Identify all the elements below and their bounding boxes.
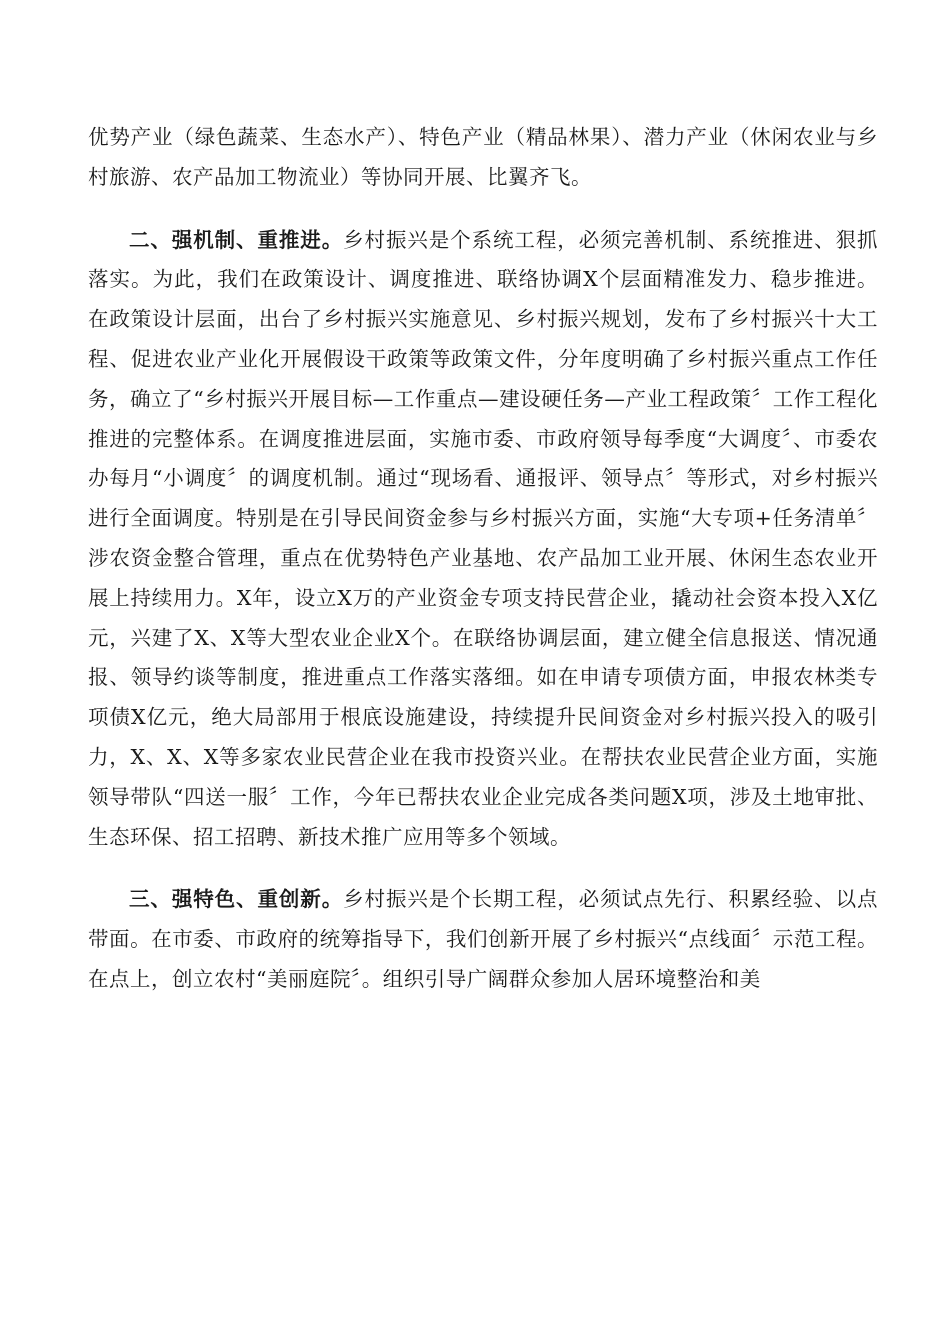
section-heading-3: 三、强特色、重创新。 — [129, 887, 344, 912]
paragraph-1-text: 优势产业（绿色蔬菜、生态水产）、特色产业（精品林果）、潜力产业（休闲农业与乡村旅游、农产品加工物流业）等协同开展、比翼齐飞。 — [88, 125, 878, 189]
paragraph-3-text: 乡村振兴是个长期工程，必须试点先行、积累经验、以点带面。在市委、市政府的统筹指导下，我们创新开展了乡村振兴“点线面〞示范工程。在点上，创立农村“美丽庭院〞。组织引导广阔群众参加人居环境整治和美 — [88, 887, 879, 991]
section-heading-2: 二、强机制、重推进。 — [129, 227, 344, 252]
paragraph-gap — [88, 857, 878, 880]
paragraph-3 — [88, 880, 878, 999]
document-body — [88, 118, 878, 1000]
paragraph-gap — [88, 198, 878, 221]
paragraph-1 — [88, 118, 878, 198]
paragraph-2-text: 乡村振兴是个系统工程，必须完善机制、系统推进、狠抓落实。为此，我们在政策设计、调度推进、联络协调X个层面精准发力、稳步推进。在政策设计层面，出台了乡村振兴实施意见、乡村振兴规划，发布了乡村振兴十大工程、促进农业产业化开展假设干政策等政策文件，分年度明确了乡村振兴重点工作任务，确立了“乡村振兴开展目标—工作重点—建设硬任务—产业工程政策〞工作工程化推进的完整体系。在调度推进层面，实施市委、市政府领导每季度“大调度〞、市委农办每月“小调度〞的调度机制。通过“现场看、通报评、领导点〞等形式，对乡村振兴进行全面调度。特别是在引导民间资金参与乡村振兴方面，实施“大专项+任务清单〞涉农资金整合管理，重点在优势特色产业基地、农产品加工业开展、休闲生态农业开展上持续用力。X年，设立X万的产业资金专项支持民营企业，撬动社会资本投入X亿元，兴建了X、X等大型农业企业X个。在联络协调层面，建立健全信息报送、情况通报、领导约谈等制度，推进重点工作落实落细。如在申请专项债方面，申报农林类专项债X亿元，绝大局部用于根底设施建设，持续提升民间资金对乡村振兴投入的吸引力，X、X、X等多家农业民营企业在我市投资兴业。在帮扶农业民营企业方面，实施领导带队“四送一服〞工作，今年已帮扶农业企业完成各类问题X项，涉及土地审批、生态环保、招工招聘、新技术推广应用等多个领域。 — [88, 227, 879, 849]
paragraph-2 — [88, 221, 878, 858]
